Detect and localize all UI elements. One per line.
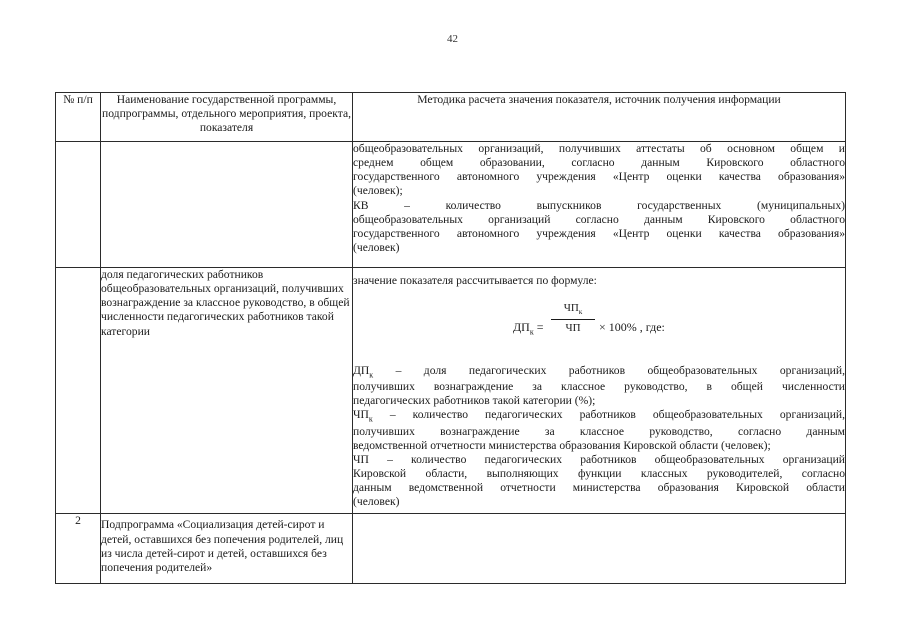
- row-number-cell: [56, 268, 101, 514]
- formula-numerator: $ЧП_к$: [551, 302, 595, 320]
- header-number: № п/п: [56, 93, 101, 142]
- method-line: государственного автономного учреждения «Центр оценки качества образования»: [353, 170, 845, 184]
- table-row: [56, 142, 846, 268]
- kv-line: государственного автономного учреждения «Центр оценки качества образования»: [353, 226, 845, 240]
- header-method: Методика расчета значения показателя, источник получения информации: [353, 93, 846, 142]
- formula-lhs: $ДП_к$ =: [513, 320, 544, 337]
- method-line: (человек);: [353, 184, 403, 198]
- row-method-cell: [353, 142, 846, 268]
- definition-dpk: [353, 364, 845, 408]
- definition-chp: [353, 453, 845, 510]
- table-header-row: [56, 93, 846, 142]
- kv-line: (человек): [353, 240, 400, 254]
- row-number: 2: [56, 514, 101, 584]
- method-line: общеобразовательных организаций, получивших аттестаты об основном общем и: [353, 142, 845, 155]
- indicator-methodology-table: [55, 92, 846, 584]
- definition-line: ЧП – количество педагогических работников общеобразовательных организаций: [353, 452, 845, 466]
- indicator-name: доля педагогических работников общеобразовательных организаций, получивших вознаграждение за классное руководство, в общей численности педагогических работников такой категории: [101, 268, 353, 514]
- page-number: 42: [447, 33, 458, 45]
- definition-line: (человек): [353, 495, 400, 509]
- definition-line: Кировской области, выполняющих функции классных руководителей, согласно: [353, 466, 845, 480]
- row-method-cell: [353, 268, 846, 514]
- subprogram-name: Подпрограмма «Социализация детей-сирот и детей, оставшихся без попечения родителей, лиц из числа детей-сирот и детей, оставшихся без попечения родителей»: [101, 514, 353, 584]
- definition-line: данным ведомственной отчетности министерства образования Кировской области: [353, 481, 845, 495]
- formula-intro: значение показателя рассчитывается по формуле:: [353, 274, 597, 287]
- definition-line: $ДП_к$ – доля педагогических работников общеобразовательных организаций,: [353, 364, 845, 380]
- header-name: Наименование государственной программы, подпрограммы, отдельного мероприятия, проекта, показателя: [101, 93, 353, 142]
- row-method-cell: [353, 514, 846, 584]
- definition-line: $ЧП_к$ – количество педагогических работников общеобразовательных организаций,: [353, 408, 845, 424]
- definition-line: ведомственной отчетности министерства образования Кировской области (человек);: [353, 438, 771, 452]
- formula-rhs: × 100% , где:: [599, 320, 665, 335]
- kv-line: КВ – количество выпускников государственных (муниципальных): [353, 198, 845, 212]
- formula-denominator: ЧП: [565, 321, 581, 334]
- table-row: [56, 514, 846, 584]
- definition-line: педагогических работников такой категории (%);: [353, 394, 596, 408]
- definition-line: получивших вознаграждение за классное руководство, в общей численности: [353, 380, 845, 394]
- row-name-cell: [101, 142, 353, 268]
- definition-chpk: [353, 408, 845, 452]
- kv-line: общеобразовательных организаций согласно данным Кировского областного: [353, 212, 845, 226]
- table-row: [56, 268, 846, 514]
- row-number-cell: [56, 142, 101, 268]
- method-line: среднем общем образовании, согласно данным Кировского областного: [353, 156, 845, 170]
- formula: [513, 302, 845, 350]
- formula-fraction: [551, 302, 595, 335]
- definition-line: получивших вознаграждение за классное руководство, согласно данным: [353, 424, 845, 438]
